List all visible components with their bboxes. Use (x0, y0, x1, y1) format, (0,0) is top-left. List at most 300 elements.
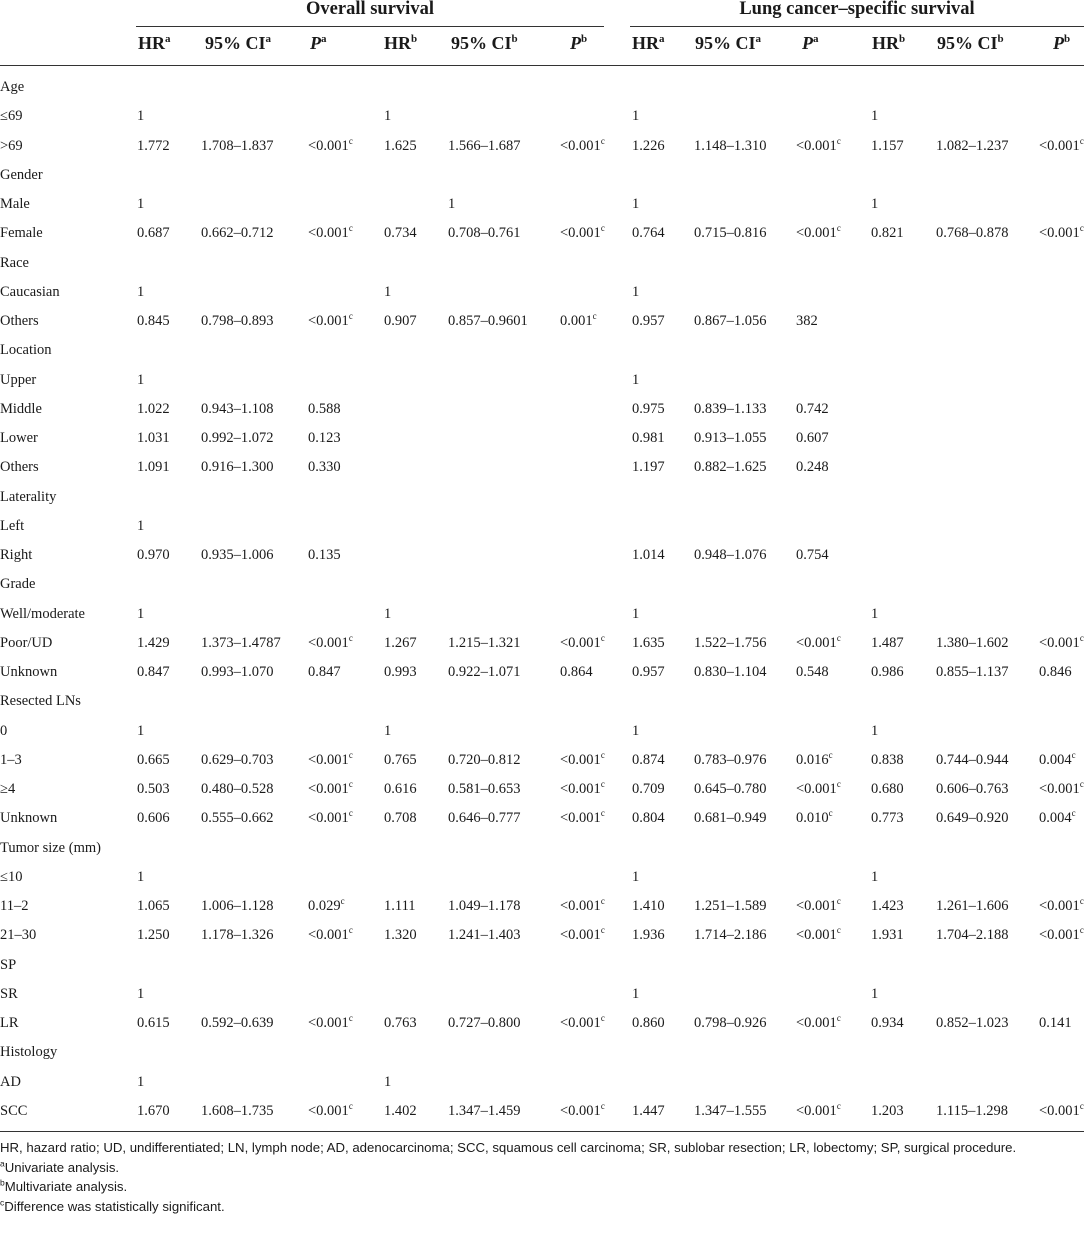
cell-value: 0.957 (632, 664, 665, 681)
cell-value: 0.004 (1039, 751, 1072, 768)
table-cell (871, 483, 936, 512)
cell-value: 0.864 (560, 664, 593, 681)
footnote-c-mark: c (0, 1197, 5, 1208)
column-header-label: P (802, 33, 813, 53)
column-header-superscript: b (511, 33, 518, 45)
cell-value: 1 (137, 371, 145, 388)
cell-value: 0.744–0.944 (936, 751, 1009, 768)
significance-mark: c (600, 925, 605, 936)
table-row (0, 775, 1084, 804)
cell-value: 0.123 (308, 430, 341, 447)
cell-value: 0.720–0.812 (448, 751, 521, 768)
category-row (0, 1038, 1084, 1067)
table-cell (560, 249, 632, 278)
table-cell (936, 600, 1039, 629)
table-cell (448, 921, 560, 950)
cell-value: 1.022 (137, 400, 170, 417)
table-cell (560, 600, 632, 629)
table-cell (384, 980, 448, 1009)
table-cell (694, 1038, 796, 1067)
table-cell (560, 1068, 632, 1097)
table-cell (871, 249, 936, 278)
row-label: Unknown (0, 810, 58, 827)
table-cell (632, 336, 694, 365)
column-header-os-p-multi (570, 30, 587, 60)
table-cell (694, 1068, 796, 1097)
table-cell (936, 1068, 1039, 1097)
table-cell (308, 102, 384, 131)
group-rule-lung-cancer-specific-survival (630, 26, 1084, 27)
table-cell (448, 717, 560, 746)
table-cell (871, 541, 936, 570)
table-cell (1039, 600, 1084, 629)
cell-value: 0.986 (871, 664, 904, 681)
table-cell (201, 249, 308, 278)
cell-value: <0.001 (1039, 898, 1080, 915)
significance-mark: c (1079, 779, 1084, 790)
table-cell (384, 395, 448, 424)
table-cell (308, 1038, 384, 1067)
table-cell (384, 132, 448, 161)
table-cell (796, 424, 871, 453)
row-label: 0 (0, 722, 8, 739)
table-cell (1039, 424, 1084, 453)
significance-mark: c (348, 779, 353, 790)
table-cell (308, 863, 384, 892)
table-cell (936, 658, 1039, 687)
table-cell (384, 219, 448, 248)
cell-value: <0.001 (796, 634, 837, 651)
cell-value: 0.742 (796, 400, 829, 417)
cell-value: <0.001 (796, 1102, 837, 1119)
table-cell (560, 190, 632, 219)
table-cell (1039, 249, 1084, 278)
cell-value: 0.606–0.763 (936, 781, 1009, 798)
table-cell (694, 483, 796, 512)
table-cell (1039, 775, 1084, 804)
table-cell (871, 190, 936, 219)
column-header-label: HR (384, 33, 411, 53)
table-cell (871, 1009, 936, 1038)
table-cell (137, 161, 201, 190)
row-label: ≤69 (0, 108, 23, 125)
table-cell (201, 863, 308, 892)
cell-value: 1.178–1.326 (201, 927, 274, 944)
row-label: LR (0, 1015, 19, 1032)
table-cell (694, 366, 796, 395)
cell-value: <0.001 (560, 810, 601, 827)
table-cell (694, 629, 796, 658)
row-label: Right (0, 547, 33, 564)
table-row (0, 717, 1084, 746)
table-cell (448, 1068, 560, 1097)
table-cell (936, 1097, 1039, 1126)
cell-value: <0.001 (308, 927, 349, 944)
table-cell (448, 834, 560, 863)
table-cell (201, 395, 308, 424)
cell-value: 1.251–1.589 (694, 898, 767, 915)
table-cell (137, 483, 201, 512)
table-cell (936, 629, 1039, 658)
table-cell (448, 453, 560, 482)
table-cell (384, 541, 448, 570)
table-cell (796, 161, 871, 190)
cell-value: 1 (871, 868, 879, 885)
table-cell (694, 892, 796, 921)
table-cell (448, 483, 560, 512)
table-cell (560, 102, 632, 131)
table-cell (632, 1009, 694, 1038)
significance-mark: c (1079, 925, 1084, 936)
significance-mark: c (1079, 223, 1084, 234)
table-row (0, 219, 1084, 248)
table-cell (308, 717, 384, 746)
table-cell (632, 570, 694, 599)
table-cell (201, 102, 308, 131)
table-cell (871, 1038, 936, 1067)
cell-value: 0.804 (632, 810, 665, 827)
table-cell (694, 687, 796, 716)
table-cell (384, 512, 448, 541)
cell-value: 0.855–1.137 (936, 664, 1009, 681)
cell-value: <0.001 (1039, 225, 1080, 242)
row-label: Others (0, 313, 39, 330)
table-cell (871, 278, 936, 307)
table-cell (448, 541, 560, 570)
table-cell (936, 1009, 1039, 1038)
table-cell (137, 1009, 201, 1038)
cell-value: 1.014 (632, 547, 665, 564)
table-cell (632, 541, 694, 570)
row-label: 21–30 (0, 927, 37, 944)
significance-mark: c (836, 223, 841, 234)
table-cell (1039, 658, 1084, 687)
cell-value: 0.764 (632, 225, 665, 242)
table-cell (201, 775, 308, 804)
cell-value: 1 (384, 283, 392, 300)
significance-mark: c (828, 808, 833, 819)
table-cell (796, 687, 871, 716)
cell-value: 0.715–0.816 (694, 225, 767, 242)
cell-value: 0.935–1.006 (201, 547, 274, 564)
cell-value: 1 (871, 722, 879, 739)
cell-value: 0.846 (1039, 664, 1072, 681)
table-cell (796, 278, 871, 307)
table-cell (560, 892, 632, 921)
table-cell (796, 366, 871, 395)
cell-value: 1.091 (137, 459, 170, 476)
cell-value: 0.839–1.133 (694, 400, 767, 417)
table-cell (796, 395, 871, 424)
table-cell (201, 219, 308, 248)
table-cell (936, 278, 1039, 307)
table-cell (560, 1097, 632, 1126)
table-cell (694, 804, 796, 833)
table-cell (871, 629, 936, 658)
table-row (0, 512, 1084, 541)
table-cell (796, 717, 871, 746)
cell-value: <0.001 (560, 927, 601, 944)
cell-value: 1 (632, 985, 640, 1002)
table-cell (448, 1038, 560, 1067)
table-cell (384, 1068, 448, 1097)
table-cell (201, 336, 308, 365)
table-cell (871, 775, 936, 804)
cell-value: 1.380–1.602 (936, 634, 1009, 651)
cell-value: 1 (384, 722, 392, 739)
category-label: Race (0, 254, 29, 271)
cell-value: 1 (137, 868, 145, 885)
table-cell (1039, 892, 1084, 921)
table-cell (448, 775, 560, 804)
table-cell (936, 249, 1039, 278)
table-cell (936, 336, 1039, 365)
table-cell (137, 834, 201, 863)
table-cell (871, 219, 936, 248)
table-row (0, 395, 1084, 424)
table-cell (694, 951, 796, 980)
table-cell (871, 395, 936, 424)
table-cell (308, 278, 384, 307)
cell-value: <0.001 (308, 137, 349, 154)
table-cell (560, 921, 632, 950)
table-row (0, 892, 1084, 921)
cell-value: 1 (137, 605, 145, 622)
cell-value: <0.001 (560, 898, 601, 915)
table-cell (448, 892, 560, 921)
column-header-lcss-p-multi (1053, 30, 1070, 60)
table-cell (384, 863, 448, 892)
table-cell (1039, 219, 1084, 248)
cell-value: 1.704–2.188 (936, 927, 1009, 944)
column-header-os-ci-multi (451, 30, 518, 60)
table-cell (632, 249, 694, 278)
cell-value: 1.714–2.186 (694, 927, 767, 944)
significance-mark: c (836, 1101, 841, 1112)
significance-mark: c (836, 633, 841, 644)
significance-mark: c (1079, 896, 1084, 907)
footnote-abbreviations: HR, hazard ratio; UD, undifferentiated; LN, lymph node; AD, adenocarcinoma; SCC, squamous cell carcinoma; SR, sublobar resection; LR, lobectomy; SP, surgical procedure. (0, 1140, 1017, 1155)
table-cell (560, 746, 632, 775)
cell-value: 1.241–1.403 (448, 927, 521, 944)
table-cell (694, 921, 796, 950)
cell-value: 1.215–1.321 (448, 634, 521, 651)
cell-value: 1 (137, 1073, 145, 1090)
table-cell (871, 600, 936, 629)
footnote-c (0, 1197, 1084, 1217)
table-cell (560, 687, 632, 716)
table-cell (936, 921, 1039, 950)
cell-value: <0.001 (308, 225, 349, 242)
table-cell (796, 132, 871, 161)
table-row (0, 658, 1084, 687)
row-label: Left (0, 517, 25, 534)
cell-value: <0.001 (796, 927, 837, 944)
cell-value: 0.847 (308, 664, 341, 681)
row-label: Well/moderate (0, 605, 85, 622)
table-cell (384, 366, 448, 395)
table-cell (1039, 629, 1084, 658)
table-cell (1039, 1097, 1084, 1126)
category-row (0, 687, 1084, 716)
column-header-lcss-ci-multi (937, 30, 1004, 60)
table-cell (1039, 366, 1084, 395)
table-cell (560, 629, 632, 658)
table-cell (137, 395, 201, 424)
cell-value: <0.001 (308, 1102, 349, 1119)
table-cell (871, 804, 936, 833)
table-cell (308, 541, 384, 570)
column-header-os-hr-multi (384, 30, 417, 60)
table-cell (871, 892, 936, 921)
table-row (0, 1097, 1084, 1126)
significance-mark: c (348, 223, 353, 234)
table-cell (448, 629, 560, 658)
table-cell (1039, 921, 1084, 950)
table-cell (1039, 483, 1084, 512)
table-cell (632, 1038, 694, 1067)
table-cell (632, 951, 694, 980)
table-cell (308, 73, 384, 102)
cell-value: <0.001 (796, 781, 837, 798)
column-header-os-p-uni (310, 30, 327, 60)
column-header-superscript: b (411, 33, 418, 45)
cell-value: 0.916–1.300 (201, 459, 274, 476)
table-cell (560, 512, 632, 541)
table-cell (384, 190, 448, 219)
table-cell (632, 629, 694, 658)
cell-value: <0.001 (560, 751, 601, 768)
column-header-os-ci-uni (205, 30, 271, 60)
table-cell (384, 1097, 448, 1126)
table-cell (871, 424, 936, 453)
table-cell (1039, 1068, 1084, 1097)
table-cell (137, 775, 201, 804)
row-label: Lower (0, 430, 38, 447)
significance-mark: c (1079, 1101, 1084, 1112)
table-cell (632, 687, 694, 716)
table-cell (694, 453, 796, 482)
table-cell (448, 161, 560, 190)
table-cell (1039, 336, 1084, 365)
table-cell (796, 863, 871, 892)
table-cell (137, 951, 201, 980)
table-cell (308, 453, 384, 482)
table-row (0, 541, 1084, 570)
table-cell (796, 249, 871, 278)
table-cell (308, 980, 384, 1009)
table-row (0, 600, 1084, 629)
cell-value: 0.548 (796, 664, 829, 681)
table-cell (137, 687, 201, 716)
table-cell (308, 161, 384, 190)
table-cell (871, 102, 936, 131)
table-cell (384, 73, 448, 102)
table-cell (137, 629, 201, 658)
table-cell (632, 424, 694, 453)
table-cell (936, 541, 1039, 570)
table-cell (694, 219, 796, 248)
table-cell (137, 336, 201, 365)
cell-value: 1 (632, 108, 640, 125)
cell-value: 1.522–1.756 (694, 634, 767, 651)
table-cell (632, 73, 694, 102)
table-cell (632, 658, 694, 687)
table-cell (201, 132, 308, 161)
table-cell (796, 600, 871, 629)
table-row (0, 1068, 1084, 1097)
table-cell (137, 307, 201, 336)
cell-value: 1.148–1.310 (694, 137, 767, 154)
cell-value: 0.922–1.071 (448, 664, 521, 681)
table-cell (871, 1068, 936, 1097)
table-cell (137, 132, 201, 161)
table-cell (137, 1097, 201, 1126)
significance-mark: c (348, 135, 353, 146)
cell-value: 382 (796, 313, 818, 330)
cell-value: 1.708–1.837 (201, 137, 274, 154)
table-cell (308, 424, 384, 453)
table-cell (796, 512, 871, 541)
cell-value: 1 (137, 517, 145, 534)
table-cell (1039, 980, 1084, 1009)
cell-value: 0.957 (632, 313, 665, 330)
category-label: Gender (0, 166, 43, 183)
significance-mark: c (836, 135, 841, 146)
cell-value: <0.001 (560, 1102, 601, 1119)
table-cell (384, 600, 448, 629)
table-cell (137, 541, 201, 570)
table-cell (560, 278, 632, 307)
table-row (0, 190, 1084, 219)
cell-value: <0.001 (308, 781, 349, 798)
table-cell (936, 453, 1039, 482)
table-cell (1039, 512, 1084, 541)
table-cell (560, 804, 632, 833)
significance-mark: c (600, 633, 605, 644)
table-cell (384, 834, 448, 863)
table-cell (1039, 73, 1084, 102)
table-cell (560, 73, 632, 102)
table-cell (796, 453, 871, 482)
table-cell (384, 483, 448, 512)
table-cell (632, 834, 694, 863)
table-cell (448, 512, 560, 541)
cell-value: <0.001 (796, 898, 837, 915)
table-cell (201, 73, 308, 102)
row-label: Others (0, 459, 39, 476)
category-label: Location (0, 342, 52, 359)
group-rule-overall-survival (136, 26, 604, 27)
table-cell (560, 658, 632, 687)
table-cell (137, 921, 201, 950)
table-cell (694, 863, 796, 892)
cell-value: <0.001 (1039, 137, 1080, 154)
cell-value: 1.261–1.606 (936, 898, 1009, 915)
significance-mark: c (348, 925, 353, 936)
cell-value: 1.772 (137, 137, 170, 154)
table-cell (1039, 1038, 1084, 1067)
cell-value: 0.607 (796, 430, 829, 447)
table-row (0, 132, 1084, 161)
table-cell (448, 1097, 560, 1126)
column-header-lcss-hr-uni (632, 30, 665, 60)
table-cell (632, 863, 694, 892)
row-label: Upper (0, 371, 37, 388)
cell-value: 0.001 (560, 313, 593, 330)
table-cell (871, 746, 936, 775)
column-header-superscript: a (321, 33, 327, 45)
